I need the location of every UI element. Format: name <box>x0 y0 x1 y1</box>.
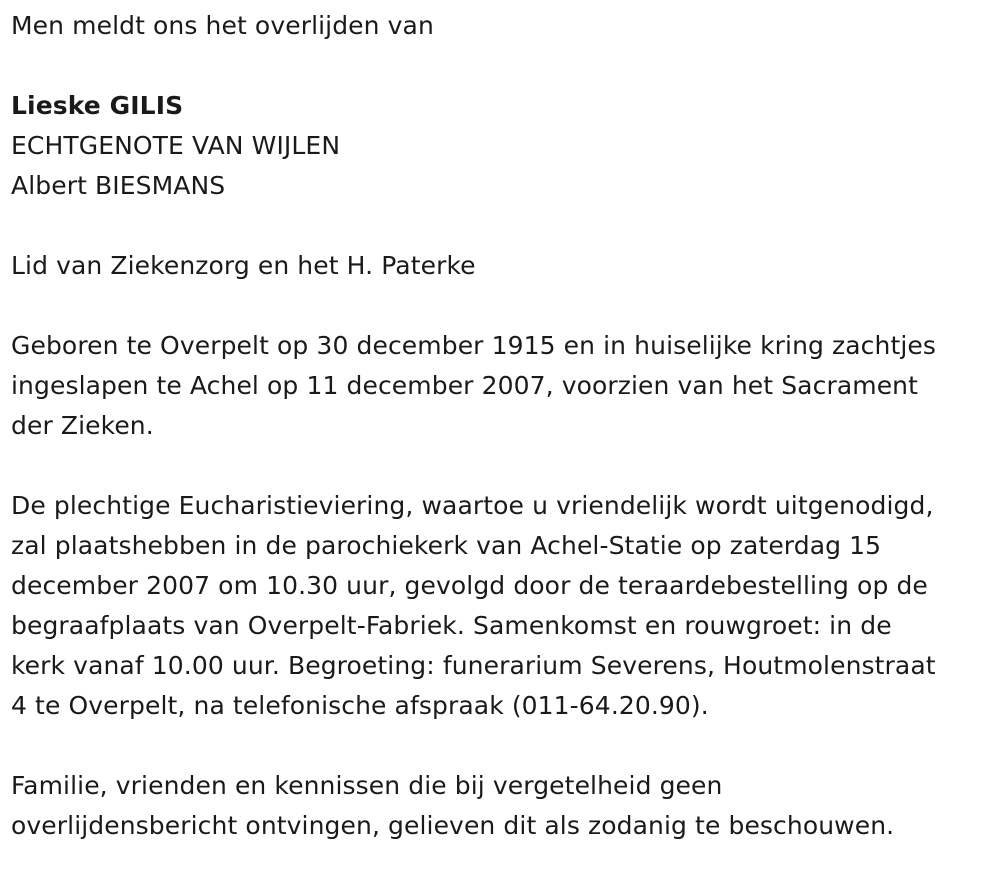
ceremony-line: december 2007 om 10.30 uur, gevolgd door de teraardebestelling op de <box>11 571 928 600</box>
birth-line: der Zieken. <box>11 411 154 440</box>
relation-text: ECHTGENOTE VAN WIJLEN <box>11 131 341 160</box>
ceremony-paragraph <box>11 486 996 726</box>
deceased-name: Lieske GILIS <box>11 91 184 120</box>
ceremony-line: kerk vanaf 10.00 uur. Begroeting: funerarium Severens, Houtmolenstraat <box>11 651 936 680</box>
intro-text: Men meldt ons het overlijden van <box>11 11 434 40</box>
spacer <box>11 206 996 246</box>
ceremony-line: De plechtige Eucharistieviering, waartoe u vriendelijk wordt uitgenodigd, <box>11 491 934 520</box>
closing-line: overlijdensbericht ontvingen, gelieven dit als zodanig te beschouwen. <box>11 811 895 840</box>
ceremony-line: begraafplaats van Overpelt-Fabriek. Samenkomst en rouwgroet: in de <box>11 611 892 640</box>
birth-line: ingeslapen te Achel op 11 december 2007, voorzien van het Sacrament <box>11 371 919 400</box>
closing-line: Familie, vrienden en kennissen die bij vergetelheid geen <box>11 771 723 800</box>
ceremony-line: zal plaatshebben in de parochiekerk van Achel-Statie op zaterdag 15 <box>11 531 882 560</box>
spacer <box>11 446 996 486</box>
membership-text: Lid van Ziekenzorg en het H. Paterke <box>11 251 476 280</box>
ceremony-line: 4 te Overpelt, na telefonische afspraak (011-64.20.90). <box>11 691 709 720</box>
spacer <box>11 286 996 326</box>
spouse-name: Albert BIESMANS <box>11 171 226 200</box>
spacer <box>11 726 996 766</box>
spacer <box>11 46 996 86</box>
birth-paragraph <box>11 326 996 446</box>
birth-line: Geboren te Overpelt op 30 december 1915 en in huiselijke kring zachtjes <box>11 331 937 360</box>
closing-paragraph <box>11 766 996 846</box>
obituary-notice <box>11 6 996 846</box>
